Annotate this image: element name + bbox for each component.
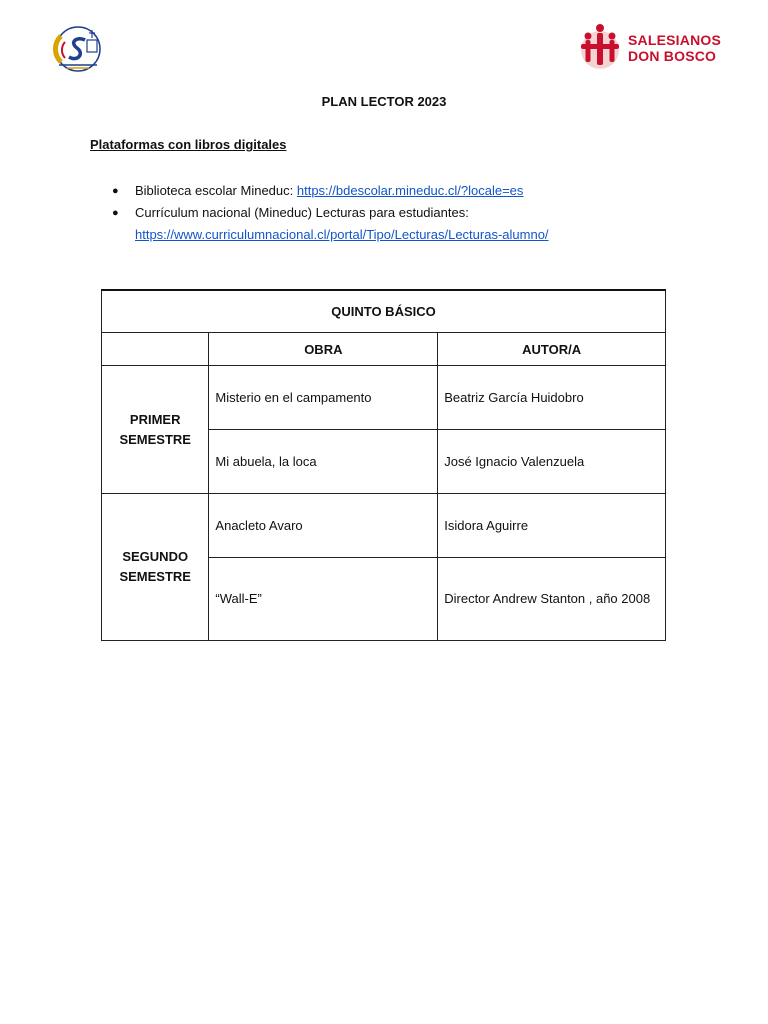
table-title-row	[102, 290, 666, 333]
school-crest-icon	[47, 24, 109, 74]
platforms-heading: Plataformas con libros digitales	[90, 137, 287, 152]
autor-text: José Ignacio Valenzuela	[444, 453, 585, 469]
obra-cell	[209, 430, 438, 494]
obra-cell	[209, 494, 438, 558]
semester-label-line2: SEMESTRE	[119, 431, 191, 447]
bullet-icon: ●	[112, 207, 119, 219]
semester-label-line1: SEGUNDO	[122, 549, 189, 564]
salesianos-logo-line2: DON BOSCO	[628, 48, 717, 64]
table-row	[102, 494, 666, 558]
salesianos-logo-text	[628, 32, 721, 64]
obra-cell	[209, 558, 438, 641]
obra-text: “Wall-E”	[215, 591, 262, 606]
semester-label-line2: SEMESTRE	[119, 569, 191, 584]
reading-plan-table	[101, 289, 666, 641]
semester-label-line1: PRIMER	[129, 411, 181, 427]
autor-cell	[438, 558, 666, 641]
salesianos-logo-line1: SALESIANOS	[628, 32, 722, 48]
table-row	[102, 366, 666, 430]
list-item	[112, 180, 672, 202]
obra-cell	[209, 366, 438, 430]
platform-label: Biblioteca escolar Mineduc:	[135, 183, 297, 198]
autor-cell	[438, 494, 666, 558]
salesianos-figures-icon	[578, 22, 622, 74]
obra-text: Misterio en el campamento	[215, 389, 372, 405]
platforms-list	[112, 180, 672, 246]
obra-text: Anacleto Avaro	[215, 517, 303, 533]
platform-link-curriculum[interactable]: https://www.curriculumnacional.cl/portal/Tipo/Lecturas/Lecturas-alumno/	[135, 227, 549, 242]
semester-cell-primer	[102, 366, 209, 494]
platform-link-bdescolar[interactable]: https://bdescolar.mineduc.cl/?locale=es	[296, 183, 524, 198]
document-title: PLAN LECTOR 2023	[321, 94, 447, 109]
autor-text: Director Andrew Stanton , año 2008	[444, 591, 651, 606]
header-empty-cell	[102, 333, 209, 366]
autor-cell	[438, 366, 666, 430]
autor-cell	[438, 430, 666, 494]
list-item	[112, 202, 672, 246]
autor-text: Isidora Aguirre	[444, 517, 529, 533]
table-header-row	[102, 333, 666, 366]
table-title: QUINTO BÁSICO	[102, 290, 666, 333]
bullet-icon: ●	[112, 185, 119, 197]
school-crest-logo	[47, 24, 109, 74]
header-obra: OBRA	[209, 333, 438, 366]
obra-text: Mi abuela, la loca	[215, 453, 317, 469]
salesianos-don-bosco-logo	[578, 22, 720, 74]
header-autor: AUTOR/A	[438, 333, 666, 366]
semester-cell-segundo	[102, 494, 209, 641]
autor-text: Beatriz García Huidobro	[444, 389, 584, 405]
platform-label: Currículum nacional (Mineduc) Lecturas para estudiantes:	[135, 205, 469, 220]
